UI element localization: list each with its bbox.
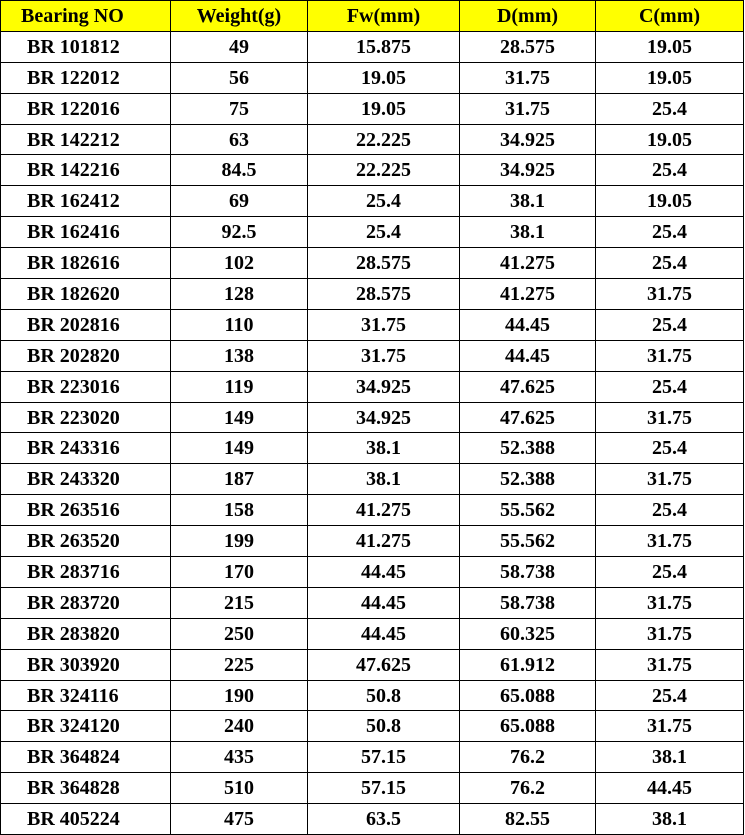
header-bearing-no: Bearing NO [1,1,171,32]
cell-weight: 158 [171,495,308,526]
cell-d: 47.625 [460,402,596,433]
table-row [1,773,744,804]
table-row [1,279,744,310]
table-row [1,93,744,124]
cell-weight: 69 [171,186,308,217]
cell-fw: 41.275 [308,526,460,557]
cell-weight: 75 [171,93,308,124]
cell-bearing-no: BR 182616 [1,248,171,279]
cell-d: 76.2 [460,773,596,804]
cell-weight: 475 [171,804,308,835]
cell-d: 60.325 [460,618,596,649]
header-row [1,1,744,32]
cell-c: 25.4 [596,309,744,340]
cell-c: 25.4 [596,155,744,186]
cell-c: 38.1 [596,742,744,773]
cell-weight: 49 [171,31,308,62]
cell-fw: 38.1 [308,433,460,464]
cell-bearing-no: BR 364828 [1,773,171,804]
cell-d: 55.562 [460,526,596,557]
table-row [1,587,744,618]
table-row [1,402,744,433]
cell-weight: 225 [171,649,308,680]
cell-fw: 31.75 [308,340,460,371]
cell-d: 58.738 [460,557,596,588]
cell-fw: 25.4 [308,186,460,217]
cell-c: 31.75 [596,526,744,557]
cell-weight: 138 [171,340,308,371]
cell-fw: 44.45 [308,587,460,618]
cell-c: 25.4 [596,217,744,248]
cell-weight: 170 [171,557,308,588]
cell-weight: 240 [171,711,308,742]
cell-c: 19.05 [596,124,744,155]
cell-c: 25.4 [596,248,744,279]
cell-bearing-no: BR 202820 [1,340,171,371]
cell-bearing-no: BR 243320 [1,464,171,495]
cell-weight: 190 [171,680,308,711]
cell-bearing-no: BR 142212 [1,124,171,155]
cell-c: 25.4 [596,680,744,711]
cell-c: 31.75 [596,402,744,433]
cell-c: 25.4 [596,495,744,526]
cell-c: 19.05 [596,31,744,62]
cell-weight: 110 [171,309,308,340]
table-row [1,680,744,711]
cell-weight: 149 [171,433,308,464]
cell-bearing-no: BR 202816 [1,309,171,340]
table-row [1,155,744,186]
table-row [1,618,744,649]
cell-c: 25.4 [596,433,744,464]
cell-fw: 34.925 [308,371,460,402]
cell-bearing-no: BR 243316 [1,433,171,464]
table-row [1,309,744,340]
cell-d: 28.575 [460,31,596,62]
cell-d: 82.55 [460,804,596,835]
header-fw: Fw(mm) [308,1,460,32]
cell-bearing-no: BR 142216 [1,155,171,186]
cell-weight: 435 [171,742,308,773]
cell-bearing-no: BR 223016 [1,371,171,402]
cell-weight: 187 [171,464,308,495]
cell-bearing-no: BR 162412 [1,186,171,217]
cell-fw: 19.05 [308,62,460,93]
cell-d: 31.75 [460,62,596,93]
table-row [1,557,744,588]
cell-weight: 199 [171,526,308,557]
cell-bearing-no: BR 283716 [1,557,171,588]
cell-d: 47.625 [460,371,596,402]
cell-weight: 250 [171,618,308,649]
cell-d: 52.388 [460,464,596,495]
cell-bearing-no: BR 324116 [1,680,171,711]
cell-fw: 31.75 [308,309,460,340]
cell-fw: 25.4 [308,217,460,248]
cell-fw: 22.225 [308,155,460,186]
table-row [1,464,744,495]
cell-d: 44.45 [460,309,596,340]
cell-weight: 119 [171,371,308,402]
cell-weight: 510 [171,773,308,804]
table-row [1,248,744,279]
cell-c: 38.1 [596,804,744,835]
cell-bearing-no: BR 364824 [1,742,171,773]
table-row [1,124,744,155]
cell-fw: 50.8 [308,711,460,742]
cell-fw: 34.925 [308,402,460,433]
table-row [1,526,744,557]
cell-d: 52.388 [460,433,596,464]
table-row [1,495,744,526]
cell-weight: 84.5 [171,155,308,186]
cell-d: 58.738 [460,587,596,618]
cell-bearing-no: BR 283820 [1,618,171,649]
cell-weight: 149 [171,402,308,433]
cell-c: 25.4 [596,93,744,124]
cell-weight: 63 [171,124,308,155]
cell-c: 31.75 [596,464,744,495]
cell-fw: 41.275 [308,495,460,526]
cell-fw: 57.15 [308,773,460,804]
table-row [1,217,744,248]
cell-fw: 28.575 [308,248,460,279]
cell-c: 31.75 [596,587,744,618]
cell-d: 65.088 [460,680,596,711]
cell-fw: 15.875 [308,31,460,62]
cell-bearing-no: BR 182620 [1,279,171,310]
cell-d: 38.1 [460,186,596,217]
table-row [1,711,744,742]
cell-bearing-no: BR 324120 [1,711,171,742]
cell-bearing-no: BR 122012 [1,62,171,93]
cell-bearing-no: BR 405224 [1,804,171,835]
table-row [1,804,744,835]
cell-c: 44.45 [596,773,744,804]
cell-bearing-no: BR 122016 [1,93,171,124]
cell-bearing-no: BR 283720 [1,587,171,618]
header-c: C(mm) [596,1,744,32]
cell-c: 31.75 [596,649,744,680]
cell-c: 31.75 [596,711,744,742]
cell-d: 34.925 [460,124,596,155]
cell-c: 31.75 [596,340,744,371]
cell-weight: 215 [171,587,308,618]
cell-fw: 63.5 [308,804,460,835]
cell-d: 31.75 [460,93,596,124]
cell-fw: 38.1 [308,464,460,495]
cell-fw: 44.45 [308,557,460,588]
cell-c: 19.05 [596,186,744,217]
cell-c: 31.75 [596,618,744,649]
cell-weight: 102 [171,248,308,279]
cell-c: 25.4 [596,371,744,402]
cell-weight: 128 [171,279,308,310]
table-row [1,340,744,371]
cell-weight: 92.5 [171,217,308,248]
cell-bearing-no: BR 263516 [1,495,171,526]
cell-fw: 19.05 [308,93,460,124]
table-row [1,31,744,62]
cell-d: 41.275 [460,248,596,279]
cell-bearing-no: BR 223020 [1,402,171,433]
cell-fw: 22.225 [308,124,460,155]
cell-fw: 28.575 [308,279,460,310]
cell-bearing-no: BR 303920 [1,649,171,680]
table-row [1,649,744,680]
cell-weight: 56 [171,62,308,93]
cell-d: 41.275 [460,279,596,310]
cell-fw: 44.45 [308,618,460,649]
table-row [1,186,744,217]
cell-fw: 50.8 [308,680,460,711]
cell-d: 34.925 [460,155,596,186]
table-row [1,433,744,464]
cell-d: 44.45 [460,340,596,371]
cell-d: 55.562 [460,495,596,526]
cell-d: 65.088 [460,711,596,742]
cell-c: 25.4 [596,557,744,588]
cell-bearing-no: BR 162416 [1,217,171,248]
table-body [1,31,744,834]
cell-d: 76.2 [460,742,596,773]
cell-d: 38.1 [460,217,596,248]
header-d: D(mm) [460,1,596,32]
cell-c: 31.75 [596,279,744,310]
cell-bearing-no: BR 101812 [1,31,171,62]
cell-c: 19.05 [596,62,744,93]
table-row [1,62,744,93]
cell-d: 61.912 [460,649,596,680]
table-row [1,742,744,773]
header-weight: Weight(g) [171,1,308,32]
cell-fw: 57.15 [308,742,460,773]
table-header [1,1,744,32]
cell-bearing-no: BR 263520 [1,526,171,557]
table-row [1,371,744,402]
cell-fw: 47.625 [308,649,460,680]
